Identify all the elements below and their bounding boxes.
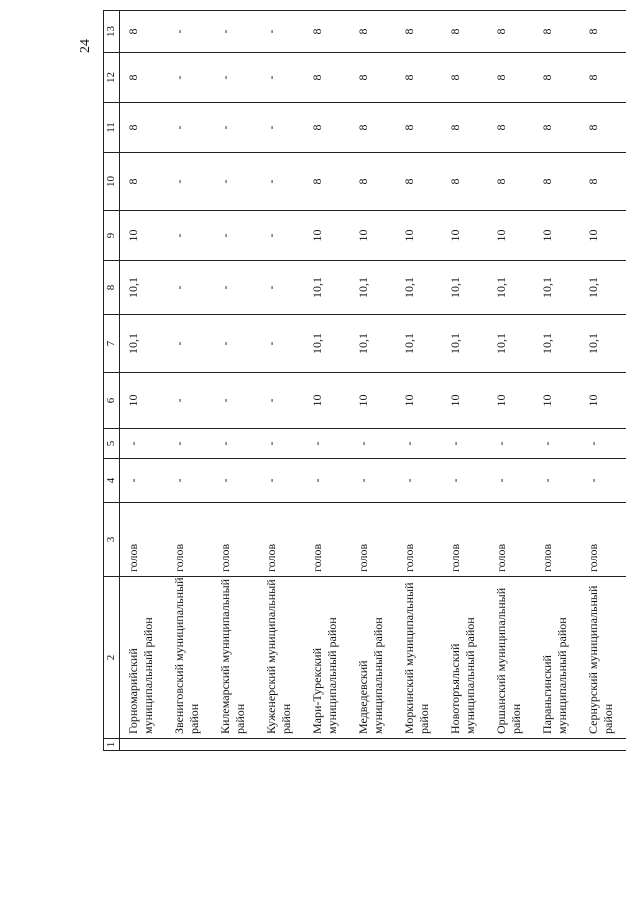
cell-c6: 10: [580, 373, 626, 429]
cell-c8: 10,1: [120, 261, 167, 315]
cell-c8: -: [212, 261, 258, 315]
cell-c13: 8: [534, 11, 580, 53]
cell-c5: -: [350, 429, 396, 459]
cell-c11: 8: [304, 103, 350, 153]
column-header-9: 9: [104, 211, 120, 261]
cell-c5: -: [442, 429, 488, 459]
cell-col-1: [120, 739, 167, 751]
cell-c5: -: [488, 429, 534, 459]
cell-c11: -: [258, 103, 304, 153]
cell-district-name: Медведевский муниципальный район: [350, 577, 396, 739]
cell-c8: 10,1: [304, 261, 350, 315]
table-row: [120, 11, 167, 751]
cell-c7: 10,1: [442, 315, 488, 373]
cell-unit: голов: [304, 503, 350, 577]
cell-c10: 8: [350, 153, 396, 211]
cell-c5: -: [396, 429, 442, 459]
cell-district-name: Мари-Турекский муниципальный район: [304, 577, 350, 739]
column-header-13: 13: [104, 11, 120, 53]
cell-col-1: [396, 739, 442, 751]
cell-c12: -: [258, 53, 304, 103]
cell-district-name: Килемарский муниципальный район: [212, 577, 258, 739]
data-table: [103, 10, 626, 751]
cell-c12: 8: [350, 53, 396, 103]
cell-c11: 8: [120, 103, 167, 153]
cell-c7: 10,1: [396, 315, 442, 373]
cell-c8: 10,1: [396, 261, 442, 315]
cell-c4: -: [350, 459, 396, 503]
cell-c9: 10: [120, 211, 167, 261]
cell-c11: 8: [350, 103, 396, 153]
cell-c5: -: [534, 429, 580, 459]
cell-c12: 8: [488, 53, 534, 103]
cell-c13: 8: [396, 11, 442, 53]
cell-c6: -: [166, 373, 212, 429]
cell-c13: 8: [350, 11, 396, 53]
cell-unit: голов: [534, 503, 580, 577]
column-header-11: 11: [104, 103, 120, 153]
cell-c6: 10: [396, 373, 442, 429]
column-header-7: 7: [104, 315, 120, 373]
cell-c5: -: [580, 429, 626, 459]
cell-c12: -: [166, 53, 212, 103]
table-header-row: [104, 11, 120, 751]
cell-c6: 10: [488, 373, 534, 429]
cell-c10: 8: [534, 153, 580, 211]
cell-c7: -: [212, 315, 258, 373]
cell-c10: 8: [396, 153, 442, 211]
cell-c9: 10: [534, 211, 580, 261]
cell-c8: 10,1: [534, 261, 580, 315]
cell-c10: 8: [120, 153, 167, 211]
cell-district-name: Моркинский муниципальный район: [396, 577, 442, 739]
cell-c12: 8: [304, 53, 350, 103]
column-header-4: 4: [104, 459, 120, 503]
cell-c4: -: [304, 459, 350, 503]
cell-c13: 8: [580, 11, 626, 53]
cell-district-name: Куженерский муниципальный район: [258, 577, 304, 739]
cell-c6: 10: [350, 373, 396, 429]
cell-unit: голов: [258, 503, 304, 577]
cell-c8: -: [258, 261, 304, 315]
cell-c11: -: [212, 103, 258, 153]
cell-c4: -: [166, 459, 212, 503]
cell-col-1: [258, 739, 304, 751]
rotated-table-container: [103, 11, 623, 751]
cell-unit: голов: [350, 503, 396, 577]
cell-c10: 8: [304, 153, 350, 211]
cell-c9: 10: [442, 211, 488, 261]
cell-unit: голов: [396, 503, 442, 577]
cell-c5: -: [120, 429, 167, 459]
column-header-12: 12: [104, 53, 120, 103]
table-row: [534, 11, 580, 751]
cell-col-1: [442, 739, 488, 751]
cell-c12: 8: [534, 53, 580, 103]
cell-c4: -: [534, 459, 580, 503]
cell-c11: 8: [580, 103, 626, 153]
column-header-5: 5: [104, 429, 120, 459]
cell-c4: -: [120, 459, 167, 503]
cell-c11: 8: [534, 103, 580, 153]
cell-c9: -: [212, 211, 258, 261]
cell-c6: -: [258, 373, 304, 429]
cell-c9: 10: [304, 211, 350, 261]
cell-district-name: Звениговский муниципальный район: [166, 577, 212, 739]
cell-unit: голов: [488, 503, 534, 577]
cell-c10: 8: [442, 153, 488, 211]
cell-c10: 8: [580, 153, 626, 211]
cell-c11: 8: [488, 103, 534, 153]
table-row: [350, 11, 396, 751]
cell-c7: 10,1: [580, 315, 626, 373]
cell-c12: 8: [442, 53, 488, 103]
cell-c9: 10: [350, 211, 396, 261]
cell-unit: голов: [580, 503, 626, 577]
cell-col-1: [580, 739, 626, 751]
cell-c11: -: [166, 103, 212, 153]
cell-c13: 8: [488, 11, 534, 53]
cell-c9: 10: [488, 211, 534, 261]
cell-c8: 10,1: [580, 261, 626, 315]
cell-c8: 10,1: [350, 261, 396, 315]
cell-c10: -: [166, 153, 212, 211]
cell-col-1: [534, 739, 580, 751]
cell-c6: -: [212, 373, 258, 429]
column-header-10: 10: [104, 153, 120, 211]
table-row: [580, 11, 626, 751]
cell-c12: 8: [580, 53, 626, 103]
column-header-1: 1: [104, 739, 120, 751]
cell-district-name: Оршанский муниципальный район: [488, 577, 534, 739]
table-row: [442, 11, 488, 751]
cell-c4: -: [258, 459, 304, 503]
table-row: [396, 11, 442, 751]
cell-c7: 10,1: [120, 315, 167, 373]
cell-c11: 8: [442, 103, 488, 153]
cell-c7: -: [166, 315, 212, 373]
table-row: [258, 11, 304, 751]
cell-c4: -: [442, 459, 488, 503]
cell-c5: -: [304, 429, 350, 459]
cell-c13: -: [258, 11, 304, 53]
cell-c5: -: [258, 429, 304, 459]
cell-c8: 10,1: [442, 261, 488, 315]
cell-c4: -: [212, 459, 258, 503]
column-header-6: 6: [104, 373, 120, 429]
cell-c5: -: [166, 429, 212, 459]
cell-c8: -: [166, 261, 212, 315]
cell-district-name: Новоторъяльский муниципальный район: [442, 577, 488, 739]
table-row: [166, 11, 212, 751]
cell-c7: 10,1: [488, 315, 534, 373]
cell-c5: -: [212, 429, 258, 459]
cell-c4: -: [396, 459, 442, 503]
cell-c10: -: [212, 153, 258, 211]
cell-c4: -: [580, 459, 626, 503]
cell-c10: -: [258, 153, 304, 211]
page-number: 24: [78, 39, 93, 53]
cell-c7: 10,1: [304, 315, 350, 373]
column-header-3: 3: [104, 503, 120, 577]
cell-c7: 10,1: [534, 315, 580, 373]
cell-c7: 10,1: [350, 315, 396, 373]
cell-c6: 10: [534, 373, 580, 429]
cell-c6: 10: [304, 373, 350, 429]
cell-col-1: [166, 739, 212, 751]
cell-c12: 8: [396, 53, 442, 103]
table-row: [488, 11, 534, 751]
cell-c9: 10: [580, 211, 626, 261]
cell-c13: 8: [304, 11, 350, 53]
cell-unit: голов: [166, 503, 212, 577]
cell-c13: 8: [442, 11, 488, 53]
cell-unit: голов: [120, 503, 167, 577]
cell-c9: -: [166, 211, 212, 261]
cell-unit: голов: [442, 503, 488, 577]
cell-c7: -: [258, 315, 304, 373]
cell-c11: 8: [396, 103, 442, 153]
cell-col-1: [212, 739, 258, 751]
column-header-8: 8: [104, 261, 120, 315]
table-row: [212, 11, 258, 751]
cell-c12: 8: [120, 53, 167, 103]
cell-unit: голов: [212, 503, 258, 577]
cell-c9: -: [258, 211, 304, 261]
cell-district-name: Сернурский муниципальный район: [580, 577, 626, 739]
cell-district-name: Горномарийский муниципальный район: [120, 577, 167, 739]
cell-c9: 10: [396, 211, 442, 261]
table-row: [304, 11, 350, 751]
cell-c10: 8: [488, 153, 534, 211]
cell-c4: -: [488, 459, 534, 503]
cell-c13: -: [166, 11, 212, 53]
cell-c8: 10,1: [488, 261, 534, 315]
cell-c6: 10: [120, 373, 167, 429]
cell-col-1: [304, 739, 350, 751]
cell-c6: 10: [442, 373, 488, 429]
cell-c12: -: [212, 53, 258, 103]
cell-c13: -: [212, 11, 258, 53]
cell-c13: 8: [120, 11, 167, 53]
cell-col-1: [350, 739, 396, 751]
column-header-2: 2: [104, 577, 120, 739]
cell-col-1: [488, 739, 534, 751]
cell-district-name: Параньгинский муниципальный район: [534, 577, 580, 739]
